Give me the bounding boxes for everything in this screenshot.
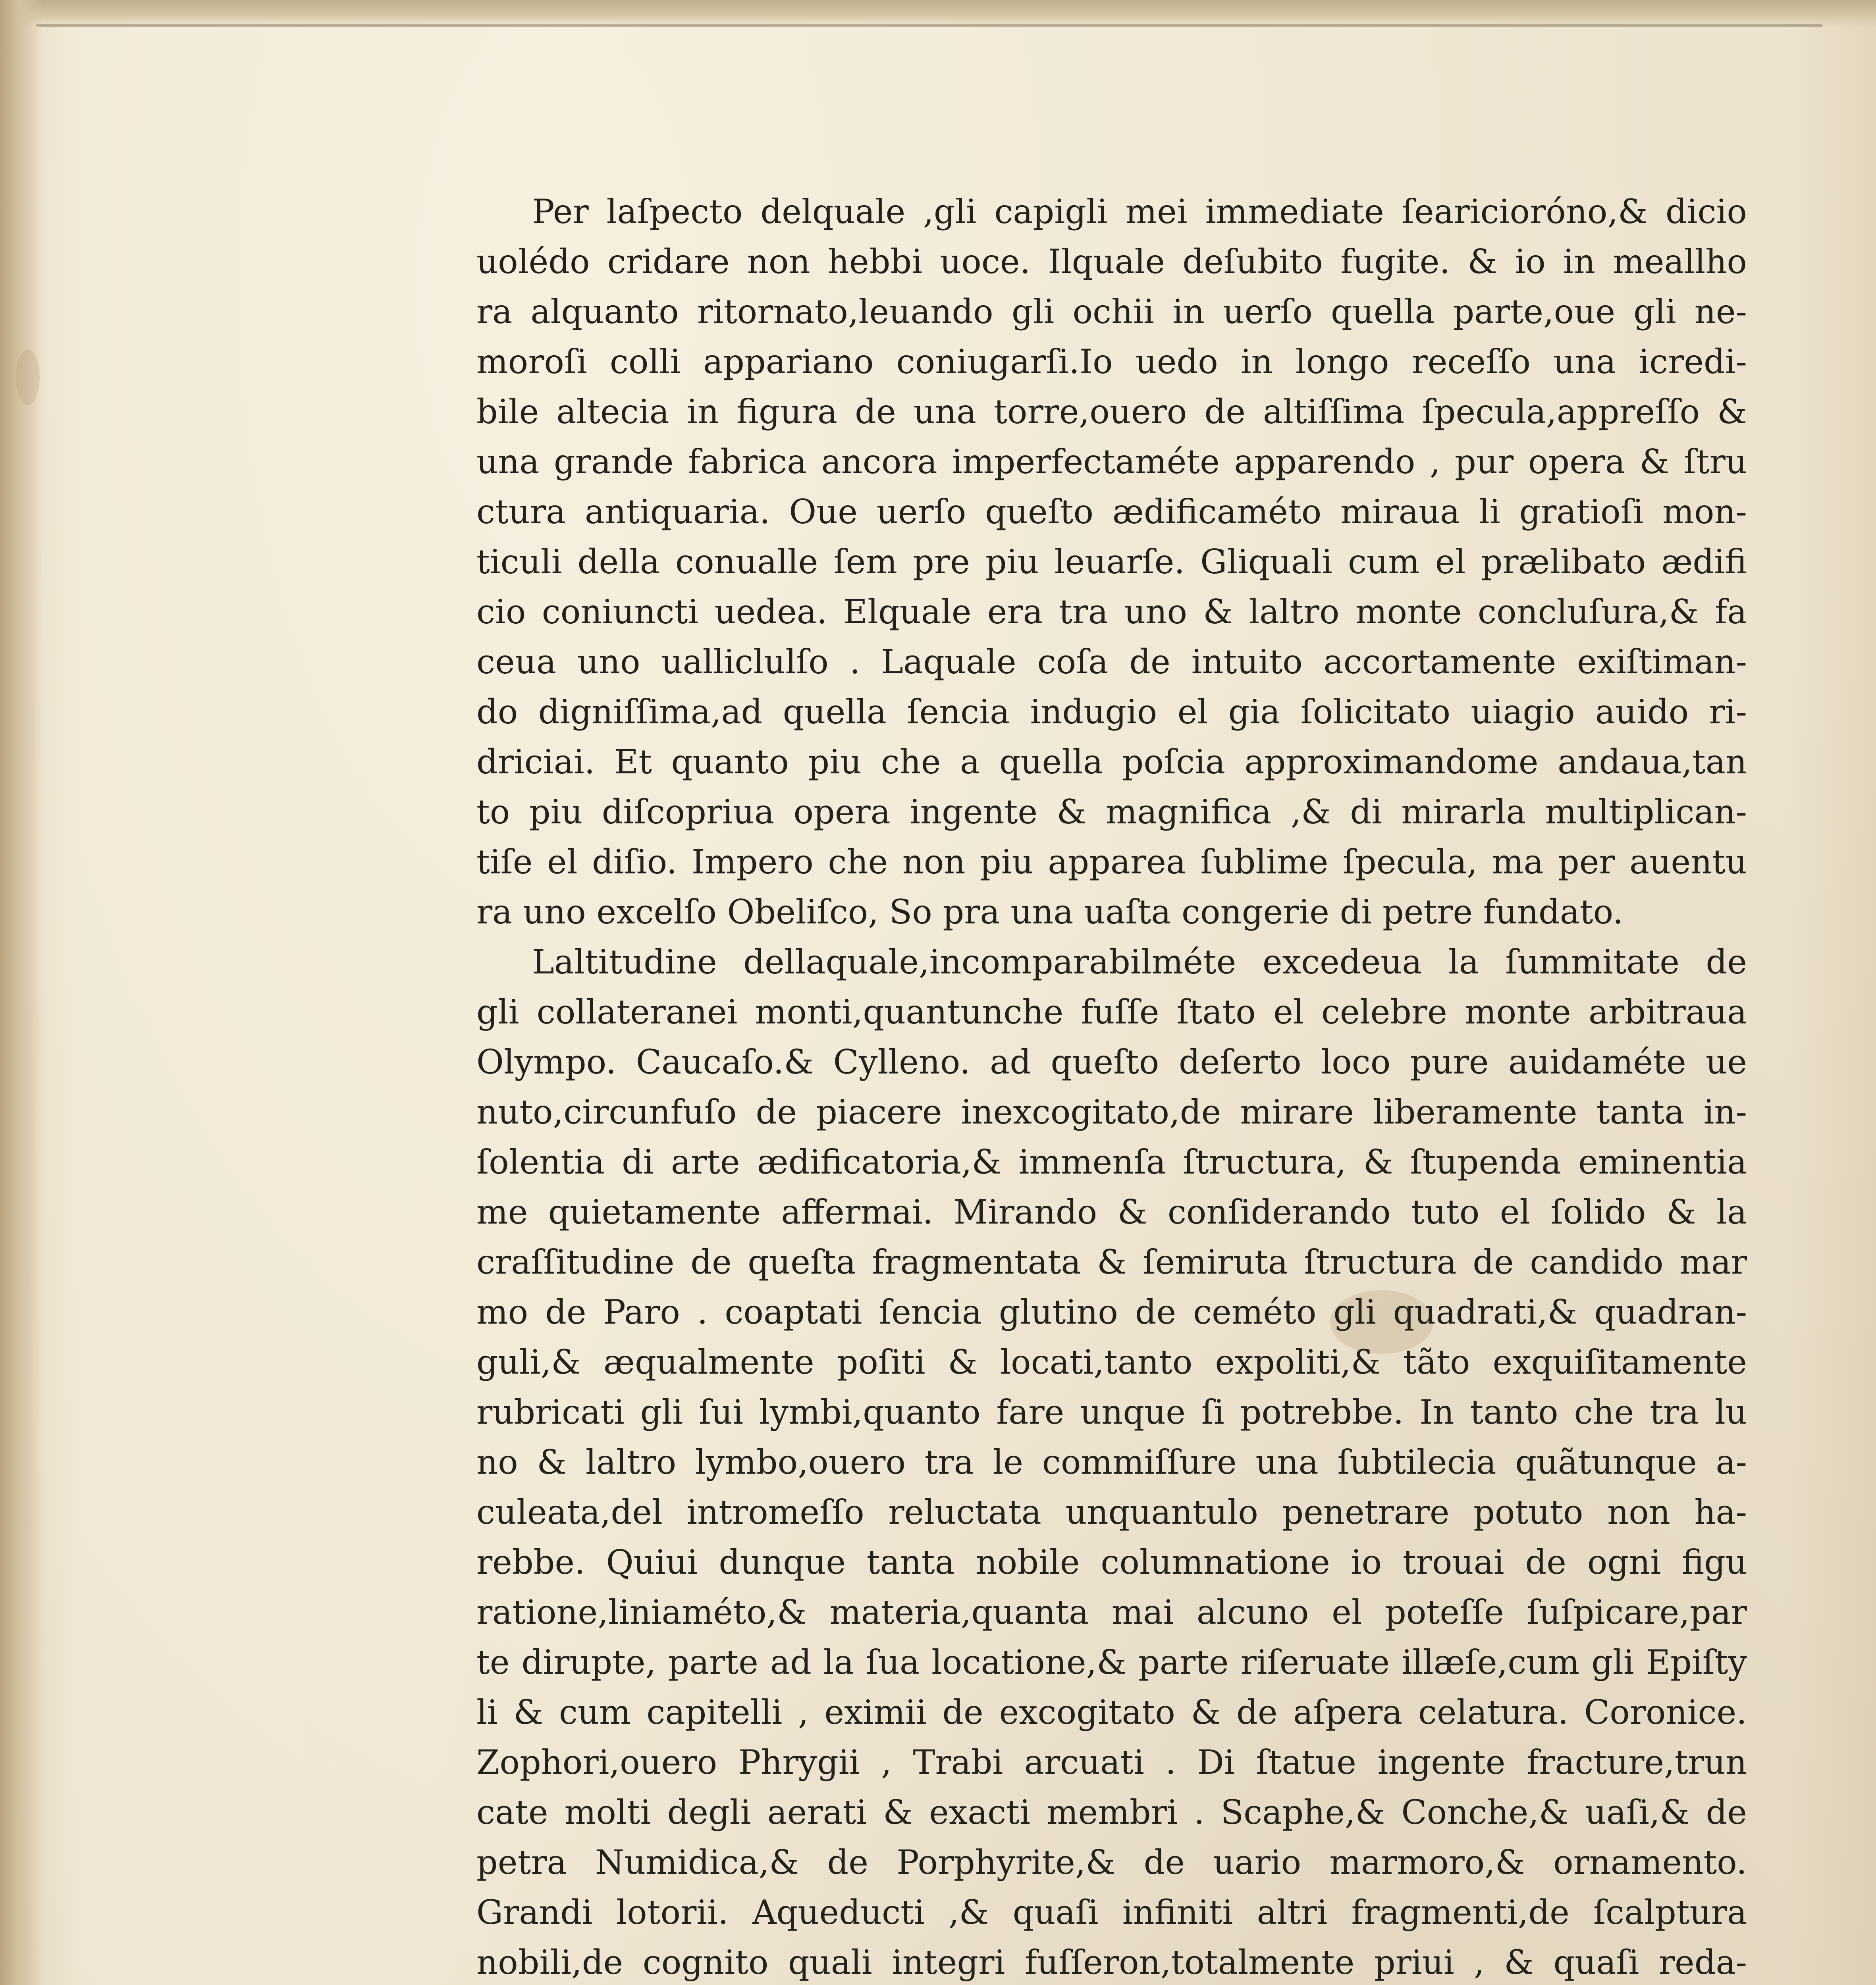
text-line: ſolentia di arte ædificatoria,& immenſa ſtructura, & ſtupenda eminentia — [476, 1143, 1747, 1181]
page-top-rule — [36, 24, 1822, 27]
text-line: ticuli della conualle ſem pre piu leuarſe. Gliquali cum el prælibato ædifi — [476, 542, 1747, 581]
body-text — [476, 187, 1747, 1985]
text-line: culeata,del intromeſſo reluctata unquantulo penetrare potuto non ha- — [476, 1493, 1747, 1532]
text-line: rebbe. Quiui dunque tanta nobile columnatione io trouai de ogni figu — [476, 1543, 1747, 1582]
text-line: bile altecia in figura de una torre,ouero de altiſſima ſpecula,appreſſo & — [476, 392, 1747, 431]
text-line: cate molti degli aerati & exacti membri . Scaphe,& Conche,& uaſi,& de — [476, 1793, 1747, 1832]
text-line: craſſitudine de queſta fragmentata & ſemiruta ſtructura de candido mar — [476, 1243, 1747, 1282]
text-line: nobili,de cognito quali integri fuſſeron,totalmente priui , & quaſi reda- — [476, 1943, 1747, 1982]
paragraph-2 — [476, 937, 1747, 1985]
text-line: to piu diſcopriua opera ingente & magnifica ,& di mirarla multiplican- — [476, 792, 1747, 831]
text-line: una grande fabrica ancora imperfectaméte apparendo , pur opera & ſtru — [476, 442, 1747, 481]
text-line: ra uno excelſo Obeliſco, So pra una uaſta congerie di petre fundato. — [476, 892, 1623, 931]
text-line: Laltitudine dellaquale,incomparabilméte excedeua la ſummitate de — [532, 942, 1747, 981]
text-line: ctura antiquaria. Oue uerſo queſto ædificaméto miraua li gratioſi mon- — [476, 492, 1747, 531]
text-line: petra Numidica,& de Porphyrite,& de uario marmoro,& ornamento. — [476, 1843, 1747, 1882]
text-line: Zophori,ouero Phrygii , Trabi arcuati . Di ſtatue ingente fracture,trun — [476, 1743, 1747, 1782]
text-line: Per laſpecto delquale ,gli capigli mei immediate ſearicioróno,& dicio — [532, 192, 1747, 231]
text-line: rubricati gli ſui lymbi,quanto fare unque ſi potrebbe. In tanto che tra lu — [476, 1393, 1747, 1432]
text-line: gli collateranei monti,quantunche fuſſe ſtato el celebre monte arbitraua — [476, 992, 1747, 1031]
text-line: me quietamente affermai. Mirando & conſiderando tuto el ſolido & la — [476, 1193, 1747, 1231]
text-line: no & laltro lymbo,ouero tra le commiſſure una ſubtilecia quãtunque a- — [476, 1443, 1747, 1482]
paper-stain — [16, 349, 40, 405]
text-line: tiſe el diſio. Impero che non piu apparea ſublime ſpecula, ma per auentu — [476, 842, 1747, 881]
text-line: nuto,circunfuſo de piacere inexcogitato,de mirare liberamente tanta in- — [476, 1093, 1747, 1131]
paragraph-1 — [476, 187, 1747, 937]
text-line: do digniſſima,ad quella ſencia indugio el gia ſolicitato uiagio auido ri- — [476, 692, 1747, 731]
text-line: li & cum capitelli , eximii de excogitato & de aſpera celatura. Coronice. — [476, 1693, 1747, 1732]
text-line: cio coniuncti uedea. Elquale era tra uno & laltro monte concluſura,& fa — [476, 592, 1747, 631]
text-line: Grandi lotorii. Aqueducti ,& quaſi infiniti altri fragmenti,de ſcalptura — [476, 1893, 1747, 1932]
text-line: Olympo. Caucaſo.& Cylleno. ad queſto deſerto loco pure auidaméte ue — [476, 1043, 1747, 1081]
text-line: te dirupte, parte ad la ſua locatione,& parte riſeruate illæſe,cum gli Epiſty — [476, 1643, 1747, 1682]
text-line: ratione,liniaméto,& materia,quanta mai alcuno el poteſſe ſuſpicare,par — [476, 1593, 1747, 1632]
text-line: moroſi colli appariano coniugarſi.Io uedo in longo receſſo una icredi- — [476, 342, 1747, 381]
text-line: uolédo cridare non hebbi uoce. Ilquale deſubito fugite. & io in meallho — [476, 242, 1747, 281]
page-left-fold — [0, 0, 44, 1985]
text-line: ceua uno ualliclulſo . Laquale coſa de intuito accortamente exiſtiman- — [476, 642, 1747, 681]
text-line: driciai. Et quanto piu che a quella poſcia approximandome andaua,tan — [476, 742, 1747, 781]
text-line: mo de Paro . coaptati ſencia glutino de ceméto gli quadrati,& quadran- — [476, 1293, 1747, 1332]
text-line: ra alquanto ritornato,leuando gli ochii in uerſo quella parte,oue gli ne- — [476, 292, 1747, 331]
text-line: guli,& æqualmente poſiti & locati,tanto expoliti,& tãto exquiſitamente — [476, 1343, 1747, 1382]
